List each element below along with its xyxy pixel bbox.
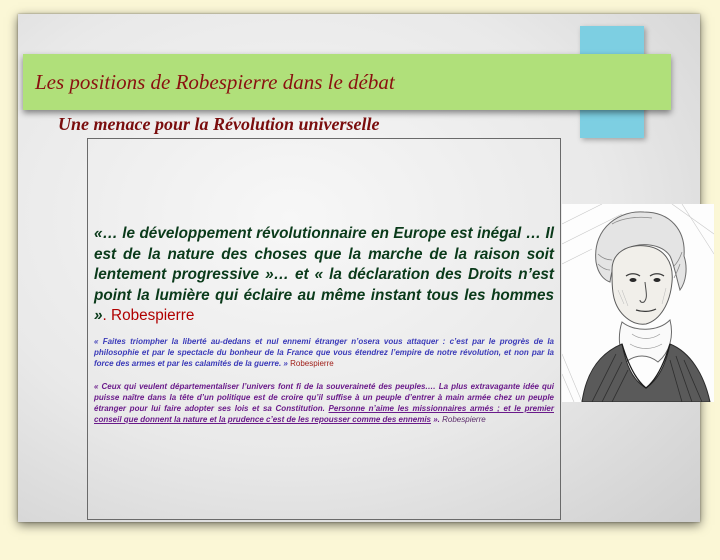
robespierre-portrait-icon: [562, 204, 714, 402]
main-quote-dot: .: [102, 307, 107, 324]
third-quote-text: « Ceux qui veulent départementaliser l’univers font fi de la souveraineté des peuples.… La plus extravagante idée qui puisse naître dans la tête d’un politique est de croire qu’il suffise à un peuple d’entrer à main armée chez un peuple étranger pour lui faire adopter ses lois et sa Constitution.: [94, 382, 554, 413]
third-quote-underlined: Personne n’aime les missionnaires armés ; et le premier conseil que donnent la nature et la prudence c’est de les repousser comme des ennemis: [94, 404, 554, 424]
slide-title: Les positions de Robespierre dans le débat: [35, 70, 395, 94]
main-quote-author: Robespierre: [106, 307, 195, 324]
main-quote: [94, 224, 554, 327]
third-quote-end: ».: [431, 415, 440, 424]
quote-box: [87, 138, 561, 520]
second-quote-text: « Faites triompher la liberté au-dedans et nul ennemi étranger n’osera vous attaquer : c’est par le progrès de la philosophie et par le spectacle du bonheur de la France que vous étendrez l’empire de notre révolution, et non par la force des armes et par les calamités de la guerre. »: [94, 337, 554, 368]
main-quote-text: «… le développement révolutionnaire en Europe est inégal … Il est de la nature des choses que la marche de la raison soit lentement progressive »… et « la déclaration des Droits n’est point la lumière qui éclaire au même instant tous les hommes »: [94, 225, 554, 324]
slide: [18, 14, 700, 522]
third-quote: [94, 381, 554, 425]
title-bar: [23, 54, 671, 110]
third-quote-author: Robespierre: [439, 415, 486, 424]
second-quote: [94, 336, 554, 369]
slide-subtitle: Une menace pour la Révolution universelle: [58, 114, 380, 134]
second-quote-author: Robespierre: [287, 359, 334, 368]
